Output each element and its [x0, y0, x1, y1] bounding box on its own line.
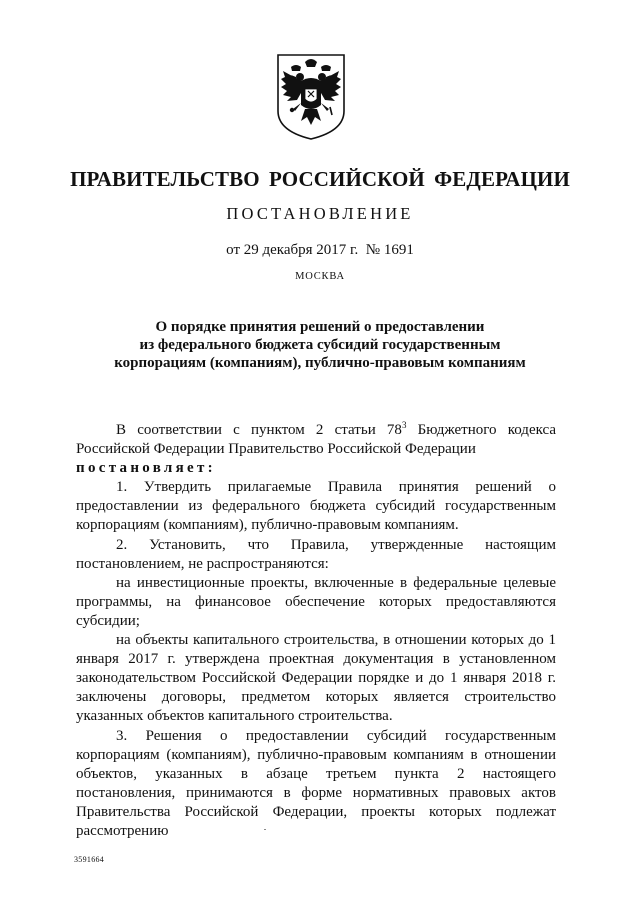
paragraph-1: 1. Утвердить прилагаемые Правила принятия решений о предоставлении из федерального бюджета субсидий государственным корпорациям (компаниям), публично-правовым компаниям. — [76, 479, 556, 534]
document-heading — [100, 318, 540, 372]
heading-line: из федерального бюджета субсидий государственным — [139, 337, 501, 353]
intro-paragraph — [76, 421, 556, 459]
paragraph-3: 3. Решения о предоставлении субсидий государственным корпорациям (компаниям), публично-правовым компаниям в отношении объектов, указанных в абзаце третьем пункта 2 настоящего постановления, принимаются в форме нормативных правовых актов Правительства Российской Федерации, проекты которых подлежат рассмотрению — [76, 727, 556, 839]
document-body — [76, 421, 556, 841]
document-date-line — [0, 242, 640, 259]
document-code: 3591664 — [74, 855, 105, 864]
number-sign: № — [365, 242, 381, 258]
document-city: МОСКВА — [295, 271, 345, 282]
decree-word-paragraph — [76, 459, 556, 478]
paragraph-2a: на инвестиционные проекты, включенные в федеральные целевые программы, на финансовое обеспечение которых предоставляются субсидии; — [76, 574, 556, 629]
paragraph-2: 2. Установить, что Правила, утвержденные настоящим постановлением, не распространяются: — [76, 536, 556, 572]
article-superscript: 3 — [401, 420, 407, 430]
document-number: 1691 — [383, 242, 414, 258]
decree-word: постановляет: — [76, 460, 216, 477]
document-date: 29 декабря 2017 г. — [243, 242, 359, 258]
intro-end: Бюджетного кодекса Российской Федерации Правительство Российской Федерации — [76, 422, 557, 458]
document-type: ПОСТАНОВЛЕНИЕ — [226, 204, 414, 223]
heading-line: О порядке принятия решений о предоставлении — [155, 319, 485, 335]
government-title: ПРАВИТЕЛЬСТВО РОССИЙСКОЙ ФЕДЕРАЦИИ — [70, 167, 570, 191]
date-prefix: от — [226, 242, 241, 258]
heading-line: корпорациям (компаниям), публично-правовым компаниям — [114, 355, 526, 371]
intro-start: В соответствии с пунктом 2 статьи 78 — [116, 422, 402, 438]
coat-of-arms-icon — [275, 53, 347, 141]
scan-speck — [264, 829, 266, 830]
paragraph-2b: на объекты капитального строительства, в отношении которых до 1 января 2017 г. утверждена проектная документация в установленном законодательством Российской Федерации порядке и до 1 января 2018 г. заключены договоры, предметом которых является строительство указанных объектов капитального строительства. — [76, 632, 556, 725]
